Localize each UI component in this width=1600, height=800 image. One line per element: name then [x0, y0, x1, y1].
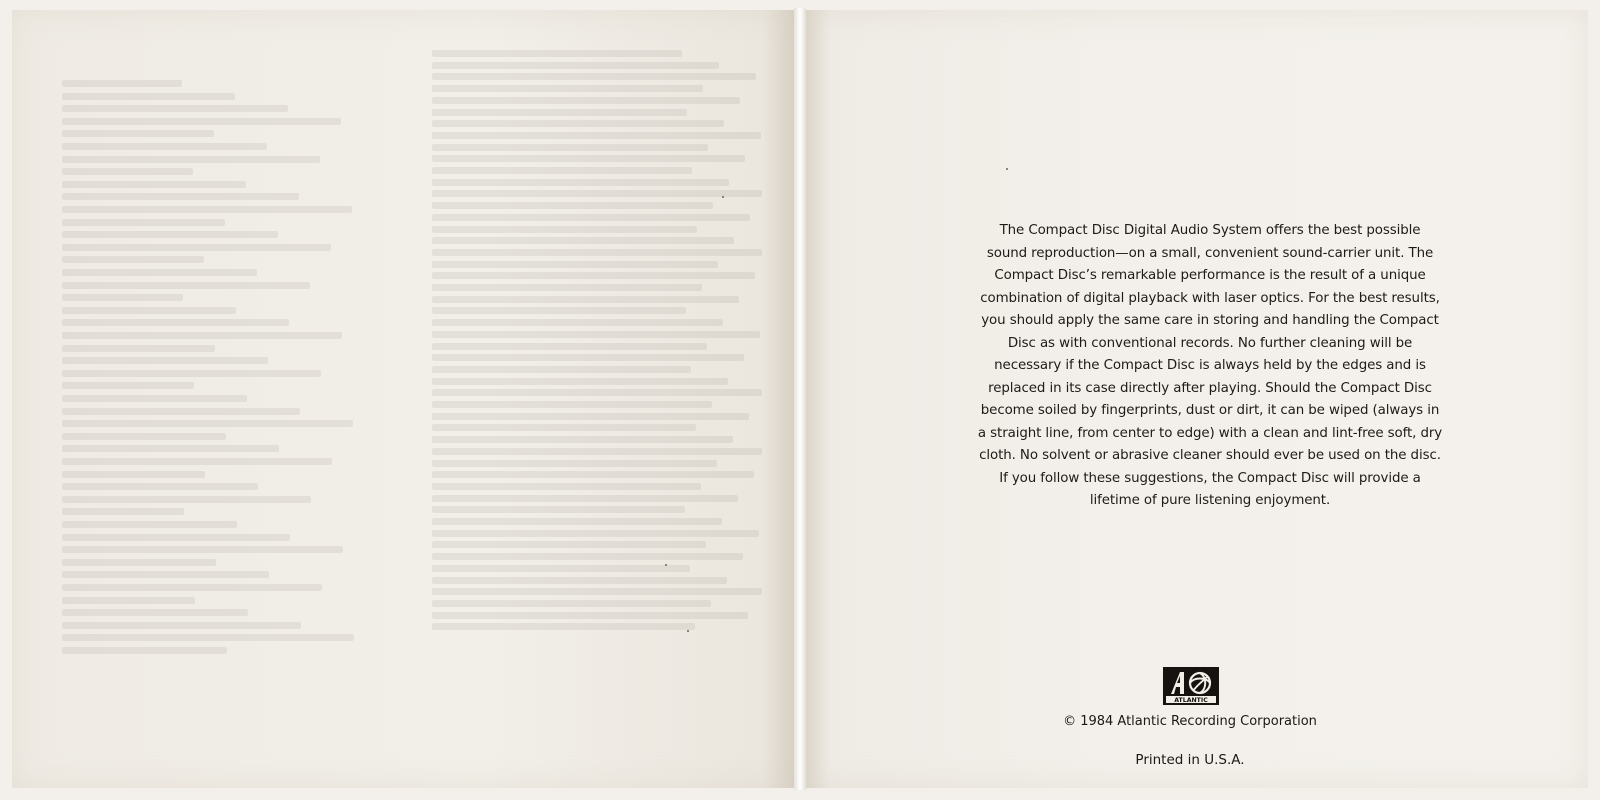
show-through-line — [432, 237, 734, 244]
show-through-line — [62, 156, 320, 163]
show-through-line — [432, 506, 685, 513]
notice-line: become soiled by fingerprints, dust or dirt, it can be wiped (always in — [980, 403, 1440, 418]
show-through-line — [62, 244, 331, 251]
show-through-line — [62, 269, 257, 276]
show-through-line — [62, 382, 194, 389]
notice-line: replaced in its case directly after playing. Should the Compact Disc — [988, 380, 1432, 396]
show-through-line — [62, 282, 310, 289]
show-through-line — [432, 577, 727, 584]
show-through-line — [432, 541, 706, 548]
show-through-line — [432, 120, 724, 127]
printed-in-notice: Printed in U.S.A. — [1135, 752, 1245, 768]
show-through-line — [62, 584, 322, 591]
show-through-line — [432, 612, 748, 619]
show-through-line — [432, 319, 723, 326]
copyright-notice: © 1984 Atlantic Recording Corporation — [1063, 714, 1317, 729]
show-through-line — [62, 408, 300, 415]
show-through-line — [62, 130, 214, 137]
show-through-line — [432, 343, 707, 350]
show-through-line — [432, 109, 687, 116]
atlantic-logo — [1163, 667, 1219, 705]
show-through-line — [432, 132, 761, 139]
show-through-line — [432, 518, 722, 525]
show-through-line — [432, 389, 762, 396]
notice-line: Disc as with conventional records. No further cleaning will be — [1007, 335, 1413, 351]
show-through-line — [62, 231, 278, 238]
show-through-line — [62, 168, 193, 175]
show-through-line — [432, 553, 743, 560]
show-through-line — [432, 623, 695, 630]
show-through-line — [62, 193, 299, 200]
show-through-line — [62, 647, 227, 654]
show-through-line — [432, 214, 750, 221]
show-through-line — [62, 546, 343, 553]
show-through-line — [432, 296, 739, 303]
cd-care-notice — [940, 220, 1480, 513]
show-through-line — [432, 179, 729, 186]
show-through-line — [62, 80, 182, 87]
show-through-line — [62, 345, 215, 352]
show-through-line — [62, 307, 236, 314]
show-through-line — [62, 118, 341, 125]
show-through-line — [62, 93, 235, 100]
notice-line: If you follow these suggestions, the Compact Disc will provide a — [999, 470, 1421, 486]
show-through-line — [432, 413, 749, 420]
show-through-line — [432, 202, 713, 209]
show-through-line — [62, 571, 269, 578]
show-through-line — [62, 105, 288, 112]
show-through-line — [62, 395, 247, 402]
show-through-line — [432, 226, 697, 233]
logo-wordmark: ATLANTIC — [1174, 697, 1208, 704]
show-through-line — [62, 433, 226, 440]
show-through-line — [432, 261, 718, 268]
booklet-gutter — [794, 8, 806, 790]
show-through-line — [62, 445, 279, 452]
show-through-line — [62, 471, 205, 478]
notice-line: necessary if the Compact Disc is always held by the edges and is — [994, 358, 1426, 373]
show-through-line — [432, 85, 703, 92]
show-through-line — [432, 401, 712, 408]
show-through-line — [432, 62, 719, 69]
show-through-line — [62, 370, 321, 377]
notice-line: lifetime of pure listening enjoyment. — [1089, 493, 1331, 508]
show-through-line — [62, 534, 290, 541]
show-through-line — [432, 565, 690, 572]
show-through-line — [62, 219, 225, 226]
show-through-line — [432, 588, 762, 595]
notice-line: combination of digital playback with laser optics. For the best results, — [980, 290, 1440, 306]
notice-line: The Compact Disc Digital Audio System offers the best possible — [999, 223, 1421, 238]
notice-line: Compact Disc’s remarkable performance is the result of a unique — [994, 268, 1426, 283]
show-through-line — [62, 597, 195, 604]
show-through-line — [62, 332, 342, 339]
show-through-line — [62, 634, 354, 641]
show-through-line — [432, 366, 691, 373]
show-through-line — [432, 600, 711, 607]
notice-line: a straight line, from center to edge) with a clean and lint-free soft, dry — [977, 425, 1443, 441]
left-page — [12, 10, 794, 788]
notice-line: cloth. No solvent or abrasive cleaner should ever be used on the disc. — [979, 448, 1441, 463]
show-through-line — [62, 420, 353, 427]
show-through-text — [52, 40, 772, 660]
show-through-line — [62, 622, 301, 629]
show-through-line — [62, 559, 216, 566]
show-through-line — [432, 331, 760, 338]
show-through-line — [432, 436, 733, 443]
show-through-line — [62, 294, 183, 301]
show-through-line — [432, 155, 745, 162]
show-through-line — [432, 448, 762, 455]
show-through-line — [432, 460, 717, 467]
show-through-line — [432, 272, 755, 279]
show-through-line — [62, 319, 289, 326]
show-through-line — [432, 471, 754, 478]
show-through-line — [62, 458, 332, 465]
show-through-line — [62, 483, 258, 490]
show-through-line — [62, 496, 311, 503]
show-through-line — [62, 357, 268, 364]
show-through-line — [432, 530, 759, 537]
show-through-line — [432, 284, 702, 291]
show-through-line — [62, 206, 352, 213]
show-through-line — [432, 483, 701, 490]
show-through-line — [62, 521, 237, 528]
show-through-line — [432, 249, 762, 256]
show-through-line — [62, 508, 184, 515]
show-through-line — [432, 73, 756, 80]
show-through-line — [432, 424, 696, 431]
show-through-line — [432, 144, 708, 151]
show-through-line — [432, 495, 738, 502]
show-through-line — [432, 378, 728, 385]
show-through-line — [62, 143, 267, 150]
show-through-line — [432, 190, 762, 197]
notice-line: you should apply the same care in storing and handling the Compact — [981, 313, 1439, 328]
show-through-line — [432, 167, 692, 174]
notice-line: sound reproduction—on a small, convenient sound-carrier unit. The — [986, 245, 1434, 261]
show-through-line — [62, 256, 204, 263]
show-through-line — [62, 181, 246, 188]
show-through-line — [432, 307, 686, 314]
show-through-line — [432, 97, 740, 104]
show-through-line — [432, 354, 744, 361]
show-through-line — [432, 50, 682, 57]
show-through-line — [62, 609, 248, 616]
